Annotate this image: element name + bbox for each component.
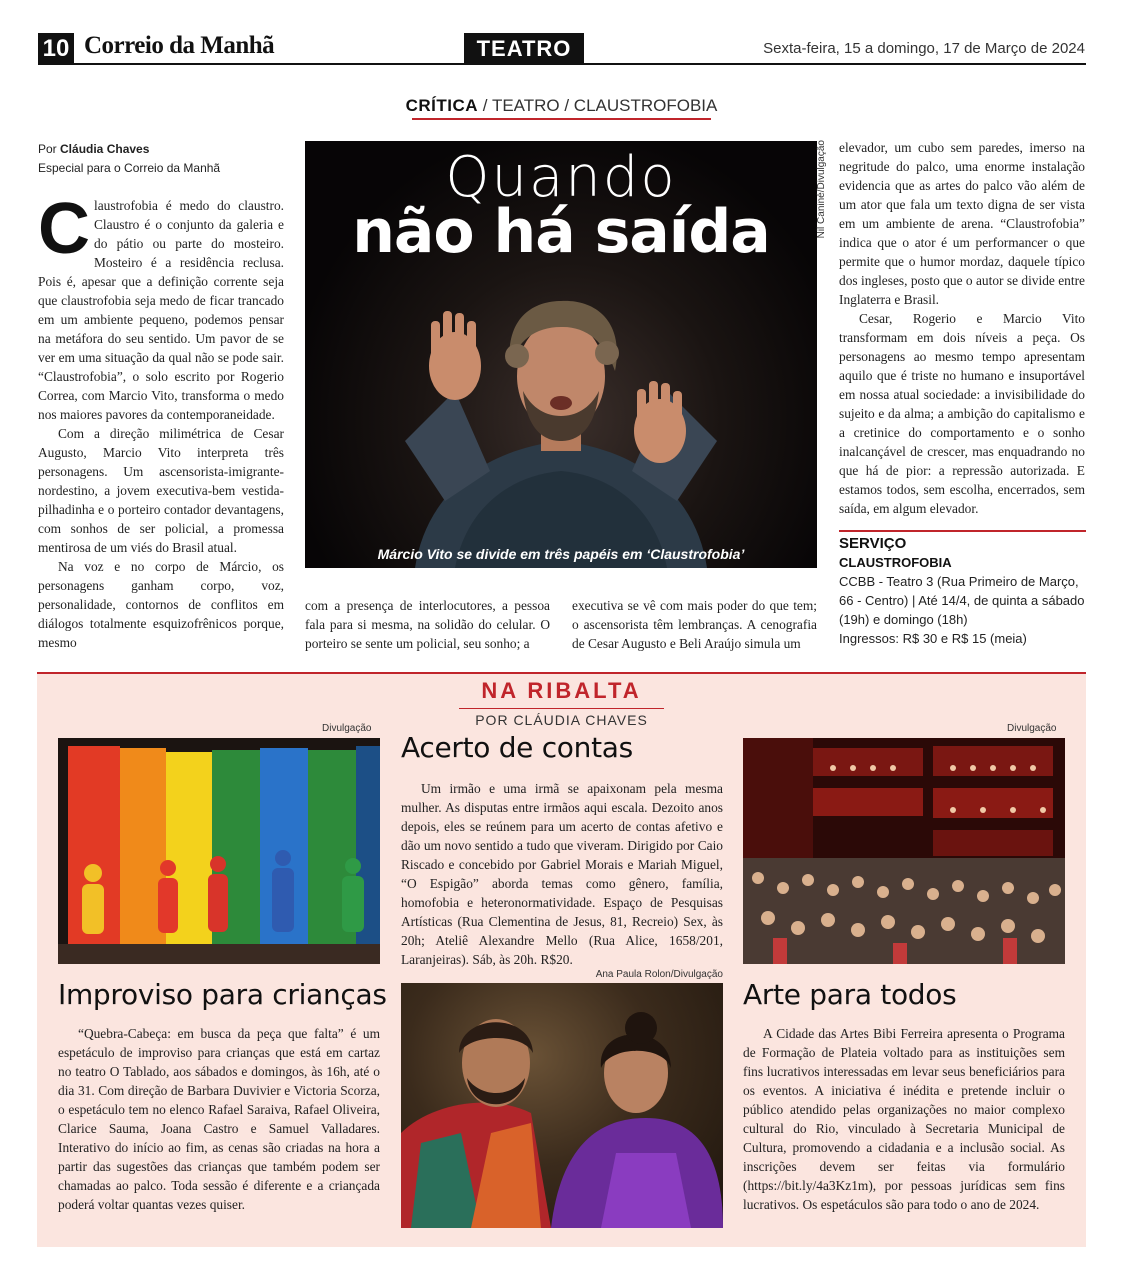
kids-show-photo — [58, 738, 380, 964]
item-text — [58, 1024, 380, 1214]
ribalta-byline: POR CLÁUDIA CHAVES — [475, 712, 648, 728]
kicker-path: / TEATRO / CLAUSTROFOBIA — [478, 96, 718, 115]
paragraph: Na voz e no corpo de Márcio, os personagens ganham corpo, voz, personalidade, contornos de conflitos em diálogos totalmente esquizofrênicos porque, mesmo — [38, 559, 284, 650]
article-column-1 — [38, 189, 284, 652]
service-info: CCBB - Teatro 3 (Rua Primeiro de Março, 66 - Centro) | Até 14/4, de quinta a sábado (19h) e domingo (18h) — [839, 574, 1085, 627]
drop-cap: C — [38, 189, 90, 269]
photo-credit: Divulgação — [322, 723, 372, 734]
item-title: Improviso para crianças — [58, 978, 387, 1011]
photo-credit — [816, 140, 830, 260]
newspaper-name: Correio da Manhã — [84, 32, 275, 59]
photo-credit: Divulgação — [1007, 723, 1057, 734]
auditorium-photo — [743, 738, 1065, 964]
item-title: Arte para todos — [743, 978, 957, 1011]
ribalta-underline — [459, 708, 664, 709]
byline — [38, 140, 288, 178]
service-title: SERVIÇO — [839, 535, 907, 552]
issue-date: Sexta-feira, 15 a domingo, 17 de Março de 2024 — [763, 40, 1085, 57]
article-column-2 — [305, 596, 550, 653]
photo-credit: Ana Paula Rolon/Divulgação — [595, 969, 723, 980]
section-label: TEATRO — [464, 33, 584, 65]
page-number: 10 — [38, 33, 74, 65]
paragraph: Com a direção milimétrica de Cesar Augusto, Marcio Vito interpreta três personagens. Um ascensorista-imigrante-nordestino, a jovem executiva-bem vestida-pilhadinha e o porteiro contador devantagens, com sonhos de ser policial, a promessa mentirosa de um viés do Brasil atual. — [38, 426, 284, 555]
header-rule — [38, 63, 1086, 65]
article-column-3 — [572, 596, 817, 653]
two-actors-illustration — [401, 983, 723, 1228]
item-title: Acerto de contas — [401, 731, 633, 764]
paragraph: “Quebra-Cabeça: em busca da peça que falta” é um espetáculo de improviso para crianças que está em cartaz no teatro O Tablado, aos sábados e domingos, às 16h, até o dia 31. Com direção de Barbara Duvivier e Victoria Scorza, o espetáculo tem no elenco Rafael Saraiva, Rafael Oliveira, Clarice Sauma, Joana Castro e Samuel Valladares. Interativo do início ao fim, as cenas são criadas na hora a partir das sugestões das crianças que também podem ser chamadas ao palco. Toda sessão é diferente e a criançada poderá voltar quantas vezes quiser. — [58, 1026, 380, 1212]
article-column-4 — [839, 138, 1085, 518]
paragraph: com a presença de interlocutores, a pessoa fala para si mesma, na solidão do celular. O porteiro se sente um policial, seu sonho; a — [305, 598, 550, 651]
couple-photo — [401, 983, 723, 1228]
byline-prefix: Por — [38, 142, 61, 156]
kicker-category: CRÍTICA — [405, 96, 479, 115]
item-text — [401, 779, 723, 969]
audience-illustration — [743, 738, 1065, 964]
photo-credit-text: Nil Caniné/Divulgação — [816, 140, 827, 239]
service-rule — [839, 530, 1086, 532]
paragraph: elevador, um cubo sem paredes, imerso na negritude do palco, uma enorme instalação evidencia que as artes do palco vão além de um ator que fala um texto digna de ser vista em um ambiente de arena. “Claustrofobia” indica que o ator é um performancer o que permite que o humor mordaz, daquele típico dos ingleses, posto que o autor se divide entre Inglaterra e Brasil. — [839, 140, 1085, 307]
item-text — [743, 1024, 1065, 1214]
service-box — [839, 534, 1089, 648]
paragraph: Um irmão e uma irmã se apaixonam pela mesma mulher. As disputas entre irmãos aqui escala. Dezoito anos depois, eles se reúnem para um acerto de contas afetivo e dão um novo sentido a tudo que viveram. Dirigido por Caio Riscado e concebido por Gabriel Morais e Mariah Miguel, “O Espigão” aborda temas como gênero, família, homofobia e heteronormatividade. Espaço de Pesquisas Artísticas (Rua Clementina de Jesus, 81, Recreio) Sex, às 20h; Ateliê Alexandre Mello (Rua Alice, 1658/201, Laranjeiras). Sáb, às 20h. R$20. — [401, 781, 723, 967]
paragraph: laustrofobia é medo do claustro. Claustro é o conjunto da galeria e do pátio ou parte do mosteiro. Mosteiro é a residência reclusa. Pois é, apesar que a definição corrente seja que claustrofobia seja medo de ficar trancado em um ambiente pequeno, podemos pensar na metáfora do seu sentido. Um pavor de se ver em uma situação da qual não se pode sair. “Claustrofobia”, o solo escrito por Rogerio Correa, com Marcio Vito, transforma o medo nos maiores pavores da contemporaneidade. — [38, 198, 284, 422]
main-photo — [305, 141, 817, 568]
headline-line-2: não há saída — [352, 197, 770, 267]
colorful-stage-illustration — [58, 738, 380, 964]
service-show: CLAUSTROFOBIA — [839, 555, 952, 570]
paragraph: Cesar, Rogerio e Marcio Vito transformam em dois níveis a peça. Os personagens ao mesmo tempo apresentam aquilo que é triste no humano e insuportável em nossa atual sociedade: a invisibilidade do sujeito e da alma; a ambição do capitalismo e a cretinice do comportamento e o sonho inalcançável de crescer, mas enquadrando no que há de pior: a repressão autorizada. E estamos todos, sem escolha, encerrados, sem saída, em algum elevador. — [839, 311, 1085, 516]
paragraph: A Cidade das Artes Bibi Ferreira apresenta o Programa de Formação de Plateia voltado para as instituições sem fins lucrativos interessadas em levar seus beneficiários para os eventos. A iniciativa é inédita e pretende incluir o público atendido pelas organizações no maior complexo cultural do Rio, vinculado à Secretaria Municipal de Cultura, promovendo a cidadania e a inclusão social. As inscrições devem ser feitas via formulário (https://bit.ly/4a3Kz1m), por pessoas jurídicas sem fins lucrativos. Os espetáculos são para todo o ano de 2024. — [743, 1026, 1065, 1212]
ribalta-top-rule — [37, 672, 1086, 674]
headline-line-1: Quando — [445, 145, 677, 210]
paragraph: executiva se vê com mais poder do que tem; o ascensorista têm lembranças. A cenografia de Cesar Augusto e Beli Araújo simula um — [572, 598, 817, 651]
byline-role: Especial para o Correio da Manhã — [38, 161, 221, 175]
ribalta-title: NA RIBALTA — [481, 678, 642, 703]
article-kicker — [0, 96, 1123, 116]
service-tickets: Ingressos: R$ 30 e R$ 15 (meia) — [839, 631, 1027, 646]
photo-caption: Márcio Vito se divide em três papéis em ‘Claustrofobia’ — [377, 546, 745, 562]
kicker-underline — [412, 118, 711, 120]
byline-author: Cláudia Chaves — [60, 142, 150, 156]
